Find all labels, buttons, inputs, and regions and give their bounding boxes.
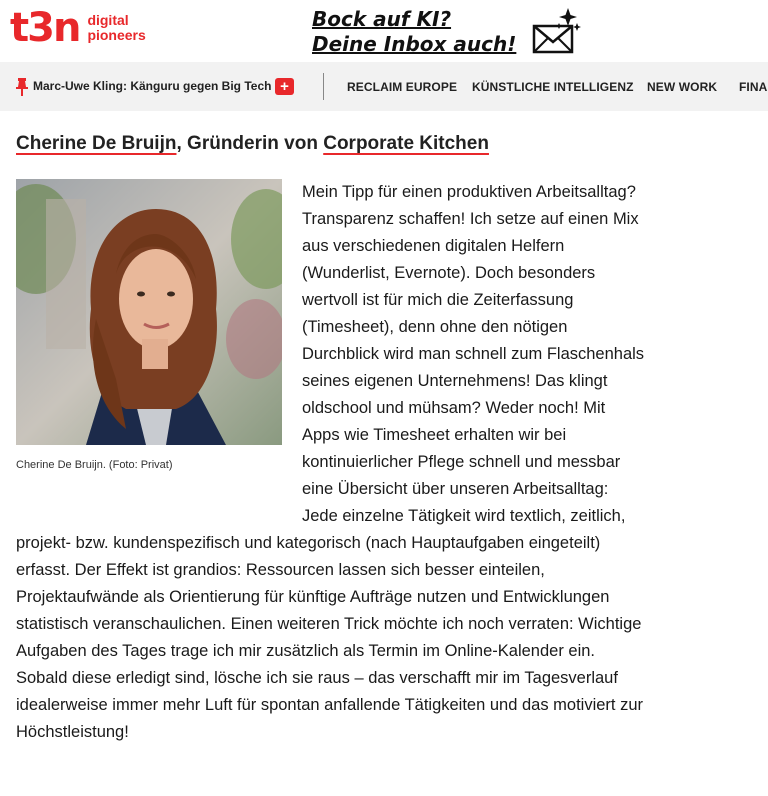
site-header bbox=[0, 0, 768, 62]
image-float-spacer bbox=[16, 179, 302, 514]
logo-tagline bbox=[87, 13, 145, 43]
newsletter-ad-banner[interactable] bbox=[312, 6, 582, 58]
logo-tagline-line2: pioneers bbox=[87, 27, 146, 43]
article-body-text: Mein Tipp für einen produktiven Arbeitsalltag? Transparenz schaffen! Ich setze auf einen Mix aus verschiedenen digitalen Helfern (Wunderlist, Evernote). Doch besonders wertvoll ist für mich die Zeiterfassung (Timesheet), denn ohne den nötigen Durchblick wird man schnell zum Flaschenhals seines eigenen Unternehmens! Das klingt oldschool und mühsam? Weder noch! Mit Apps wie Timesheet erhalten wir bei kontinuierlicher Pflege schnell und messbar eine Übersicht über unseren Arbeitsalltag: Jede einzelne Tätigkeit wird textlich, zeitlich, projekt- bzw. kundenspezifisch und kategorisch (nach Hauptaufgaben eingeteilt) erfasst. Der Effekt ist grandios: Ressourcen lassen sich besser einteilen, Projektaufwände als Orientierung für künftige Aufträge nutzen und Entwicklungen statistisch veranschaulichen. Einen weiteren Trick möchte ich noch verraten: Wichtige Aufgaben des Tages trage ich mir zusätzlich als Termin im Online-Kalender ein. Sobald diese erledigt sind, lösche ich sie raus – das verschafft mir im Tagesverlauf idealerweise immer mehr Luft für spontan anfallende Tätigkeiten und das motiviert zur Höchstleistung! bbox=[16, 183, 645, 741]
heading-middle-text: , Gründerin von bbox=[176, 133, 324, 154]
logo-mark: t3n bbox=[10, 5, 80, 51]
envelope-sparkle-icon bbox=[530, 6, 582, 58]
company-link[interactable]: Corporate Kitchen bbox=[323, 133, 489, 154]
article-body bbox=[16, 179, 646, 746]
nav-item-finance[interactable]: FINA bbox=[739, 80, 768, 94]
ad-text bbox=[312, 7, 516, 57]
top-navigation bbox=[0, 62, 768, 111]
nav-divider bbox=[323, 73, 324, 100]
ad-line1: Bock auf KI? bbox=[312, 7, 452, 31]
nav-item-kuenstliche-intelligenz[interactable]: KÜNSTLICHE INTELLIGENZ bbox=[472, 80, 634, 94]
nav-item-new-work[interactable]: NEW WORK bbox=[647, 80, 718, 94]
pin-icon bbox=[16, 78, 28, 96]
article-section-heading bbox=[16, 133, 489, 155]
ad-line2: Deine Inbox auch! bbox=[312, 32, 517, 56]
nav-pinned-topic[interactable]: Marc-Uwe Kling: Känguru gegen Big Tech bbox=[33, 79, 272, 93]
person-link[interactable]: Cherine De Bruijn bbox=[16, 133, 177, 154]
photo-caption: Cherine De Bruijn. (Foto: Privat) bbox=[16, 459, 173, 471]
nav-item-reclaim-europe[interactable]: RECLAIM EUROPE bbox=[347, 80, 458, 94]
site-logo[interactable] bbox=[10, 5, 146, 51]
plus-badge[interactable]: + bbox=[275, 78, 294, 95]
logo-tagline-line1: digital bbox=[87, 12, 129, 28]
